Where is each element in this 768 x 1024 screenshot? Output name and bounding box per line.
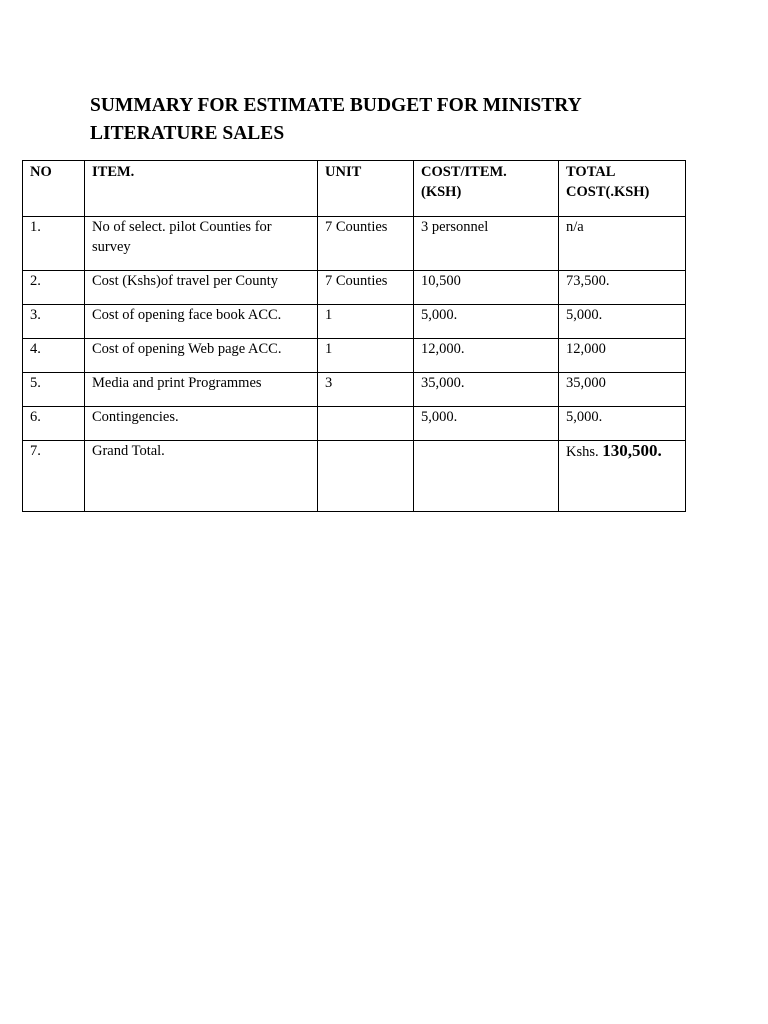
row-total: n/a — [559, 217, 686, 271]
row-unit — [318, 407, 414, 441]
header-cost-per-item — [414, 161, 559, 217]
header-cost-line-2: (KSH) — [421, 184, 462, 200]
table-header-row — [23, 161, 686, 217]
row-no: 3. — [23, 305, 85, 339]
table-row — [23, 373, 686, 407]
row-item: Cost of opening face book ACC. — [85, 305, 318, 339]
row-unit: 7 Counties — [318, 271, 414, 305]
row-unit: 7 Counties — [318, 217, 414, 271]
row-item: Cost (Kshs)of travel per County — [85, 271, 318, 305]
row-no: 1. — [23, 217, 85, 271]
document-title — [90, 92, 690, 148]
row-cost: 10,500 — [414, 271, 559, 305]
row-item: Grand Total. — [85, 441, 318, 512]
row-cost: 5,000. — [414, 407, 559, 441]
grand-total-cell — [559, 441, 686, 512]
row-total: 5,000. — [559, 305, 686, 339]
header-total-cost — [559, 161, 686, 217]
row-item: Cost of opening Web page ACC. — [85, 339, 318, 373]
grand-total-amount: 130,500. — [602, 441, 662, 460]
table-row — [23, 305, 686, 339]
row-cost: 35,000. — [414, 373, 559, 407]
row-no: 7. — [23, 441, 85, 512]
row-unit: 1 — [318, 339, 414, 373]
row-cost: 12,000. — [414, 339, 559, 373]
row-no: 6. — [23, 407, 85, 441]
grand-total-prefix: Kshs. — [566, 444, 599, 460]
title-line-2: LITERATURE SALES — [90, 123, 285, 144]
header-no: NO — [23, 161, 85, 217]
row-no: 4. — [23, 339, 85, 373]
row-unit: 3 — [318, 373, 414, 407]
row-cost — [414, 441, 559, 512]
row-cost: 5,000. — [414, 305, 559, 339]
header-cost-line-1: COST/ITEM. — [421, 164, 507, 180]
row-unit: 1 — [318, 305, 414, 339]
table-row — [23, 339, 686, 373]
row-item: Media and print Programmes — [85, 373, 318, 407]
row-unit — [318, 441, 414, 512]
row-total: 12,000 — [559, 339, 686, 373]
row-cost: 3 personnel — [414, 217, 559, 271]
title-line-1: SUMMARY FOR ESTIMATE BUDGET FOR MINISTRY — [90, 95, 582, 116]
row-no: 5. — [23, 373, 85, 407]
table-row — [23, 217, 686, 271]
table-row — [23, 271, 686, 305]
table-row — [23, 407, 686, 441]
budget-table — [22, 160, 686, 512]
row-no: 2. — [23, 271, 85, 305]
row-total: 73,500. — [559, 271, 686, 305]
header-total-line-1: TOTAL — [566, 164, 616, 180]
row-item: No of select. pilot Counties for survey — [85, 217, 318, 271]
grand-total-row — [23, 441, 686, 512]
row-item: Contingencies. — [85, 407, 318, 441]
row-total: 5,000. — [559, 407, 686, 441]
header-unit: UNIT — [318, 161, 414, 217]
header-item: ITEM. — [85, 161, 318, 217]
row-total: 35,000 — [559, 373, 686, 407]
header-total-line-2: COST(.KSH) — [566, 184, 650, 200]
